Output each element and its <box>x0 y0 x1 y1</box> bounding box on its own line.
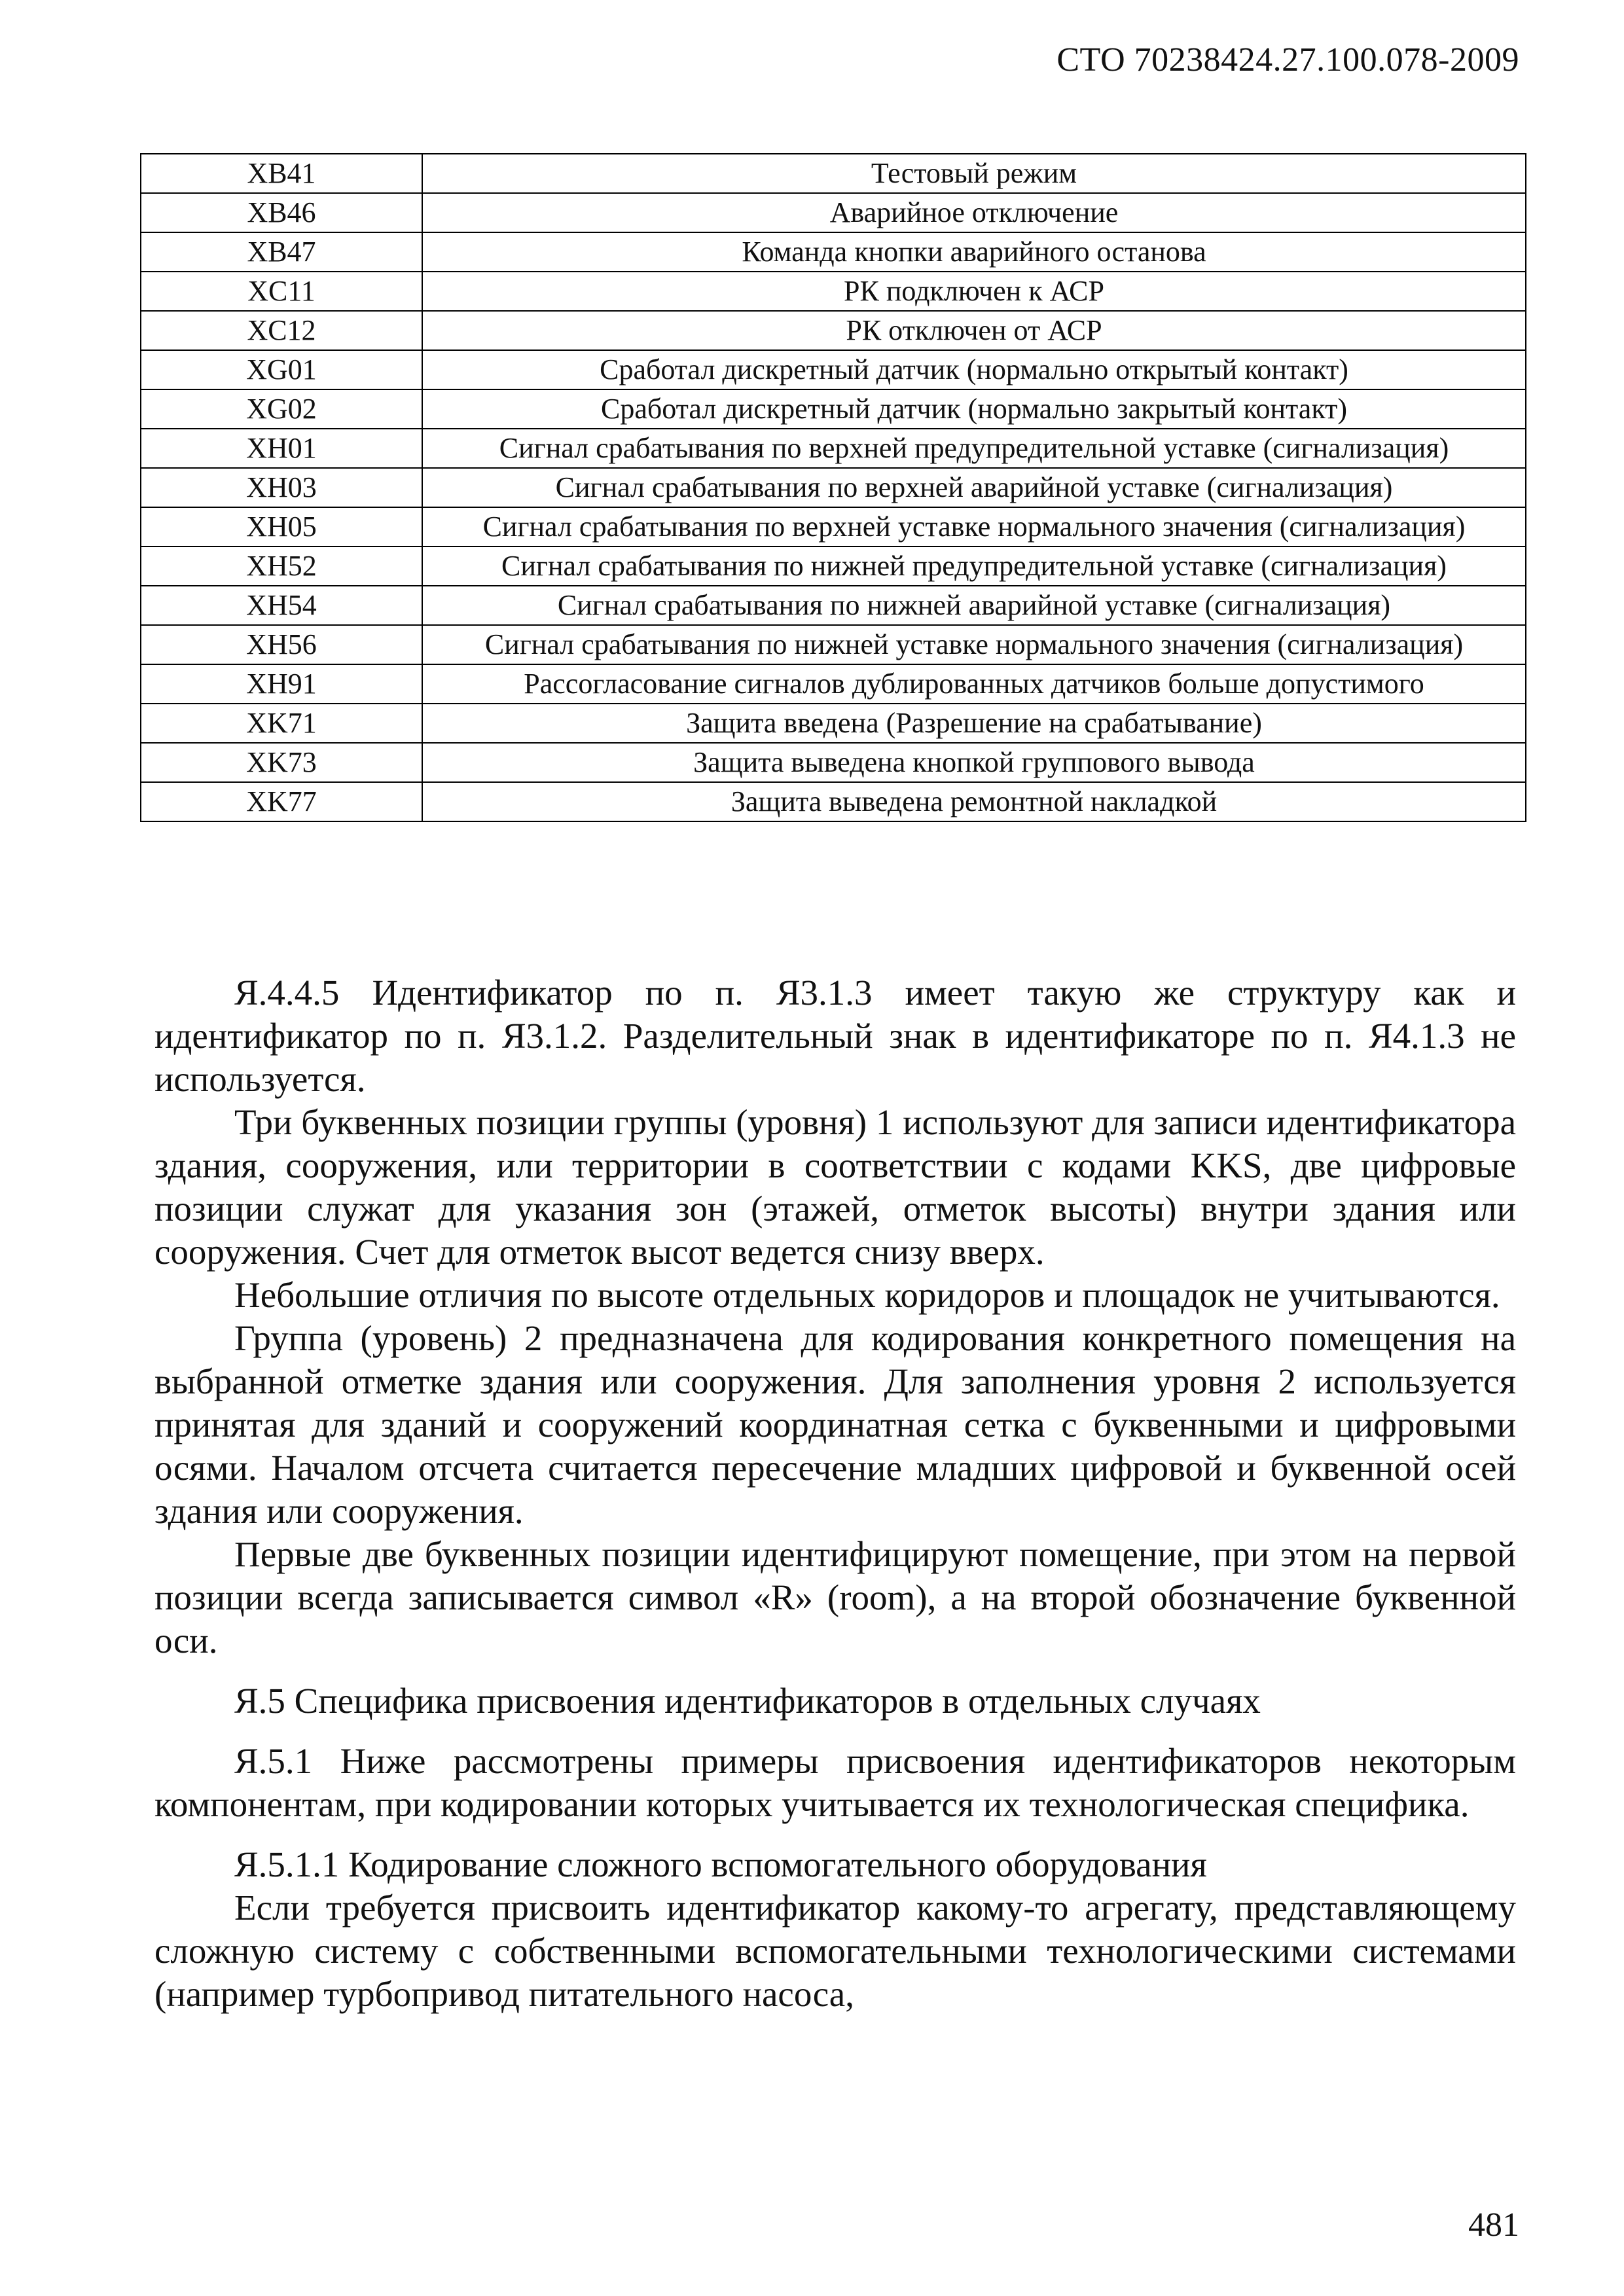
code-cell: XH56 <box>141 625 422 664</box>
code-cell: XG02 <box>141 389 422 429</box>
code-cell: XB46 <box>141 193 422 232</box>
description-cell: Аварийное отключение <box>422 193 1526 232</box>
code-cell: XH52 <box>141 547 422 586</box>
table-row <box>141 782 1526 821</box>
table-row <box>141 154 1526 193</box>
signal-code-table <box>140 153 1526 822</box>
table-row <box>141 586 1526 625</box>
description-cell: Защита выведена кнопкой группового вывода <box>422 743 1526 782</box>
table-row <box>141 389 1526 429</box>
description-cell: Защита выведена ремонтной накладкой <box>422 782 1526 821</box>
table-row <box>141 429 1526 468</box>
description-cell: РК отключен от АСР <box>422 311 1526 350</box>
paragraph-room-letter: Первые две буквенных позиции идентифицируют помещение, при этом на первой позиции всегда записывается символ «R» (room), а на второй обозначение буквенной оси. <box>154 1534 1516 1660</box>
table-row <box>141 350 1526 389</box>
code-cell: XH05 <box>141 507 422 547</box>
description-cell: Сигнал срабатывания по верхней аварийной уставке (сигнализация) <box>422 468 1526 507</box>
table-row <box>141 743 1526 782</box>
description-cell: Сигнал срабатывания по нижней аварийной уставке (сигнализация) <box>422 586 1526 625</box>
description-cell: Сигнал срабатывания по верхней предупредительной уставке (сигнализация) <box>422 429 1526 468</box>
table-row <box>141 507 1526 547</box>
paragraph-complex-equipment: Если требуется присвоить идентификатор какому-то агрегату, представляющему сложную систему с собственными вспомогательными технологическими системами (например турбопривод питательного насоса, <box>154 1888 1516 2014</box>
section-heading-ya5-1-1: Я.5.1.1 Кодирование сложного вспомогательного оборудования <box>234 1844 1207 1884</box>
page-number: 481 <box>1468 2206 1519 2244</box>
description-cell: Защита введена (Разрешение на срабатывание) <box>422 704 1526 743</box>
code-cell: XB47 <box>141 232 422 272</box>
description-cell: Рассогласование сигналов дублированных датчиков больше допустимого <box>422 664 1526 704</box>
code-cell: XK77 <box>141 782 422 821</box>
description-cell: Сработал дискретный датчик (нормально закрытый контакт) <box>422 389 1526 429</box>
code-cell: XB41 <box>141 154 422 193</box>
table-row <box>141 272 1526 311</box>
table-row <box>141 311 1526 350</box>
table-row <box>141 547 1526 586</box>
paragraph-height-differences: Небольшие отличия по высоте отдельных коридоров и площадок не учитываются. <box>234 1275 1500 1315</box>
table-row <box>141 704 1526 743</box>
description-cell: Команда кнопки аварийного останова <box>422 232 1526 272</box>
description-cell: Тестовый режим <box>422 154 1526 193</box>
document-code: СТО 70238424.27.100.078-2009 <box>1056 41 1519 79</box>
description-cell: РК подключен к АСР <box>422 272 1526 311</box>
section-heading-ya5: Я.5 Специфика присвоения идентификаторов в отдельных случаях <box>234 1681 1261 1721</box>
code-cell: XH54 <box>141 586 422 625</box>
table-row <box>141 664 1526 704</box>
body-text <box>154 971 1516 2016</box>
paragraph-level-2: Группа (уровень) 2 предназначена для кодирования конкретного помещения на выбранной отметке здания или сооружения. Для заполнения уровня 2 используется принятая для зданий и сооружений координатная сетка с буквенными и цифровыми осями. Началом отсчета считается пересечение младших цифровой и буквенной осей здания или сооружения. <box>154 1318 1516 1531</box>
code-cell: XK71 <box>141 704 422 743</box>
code-cell: XC12 <box>141 311 422 350</box>
description-cell: Сигнал срабатывания по верхней уставке нормального значения (сигнализация) <box>422 507 1526 547</box>
paragraph-level-1: Три буквенных позиции группы (уровня) 1 используют для записи идентификатора здания, сооружения, или территории в соответствии с кодами KKS, две цифровые позиции служат для указания зон (этажей, отметок высоты) внутри здания или сооружения. Счет для отметок высот ведется снизу вверх. <box>154 1102 1516 1272</box>
code-cell: XH01 <box>141 429 422 468</box>
code-cell: XK73 <box>141 743 422 782</box>
description-cell: Сигнал срабатывания по нижней предупредительной уставке (сигнализация) <box>422 547 1526 586</box>
table-row <box>141 232 1526 272</box>
description-cell: Сработал дискретный датчик (нормально открытый контакт) <box>422 350 1526 389</box>
paragraph-ya5-1: Я.5.1 Ниже рассмотрены примеры присвоения идентификаторов некоторым компонентам, при кодировании которых учитывается их технологическая специфика. <box>154 1741 1516 1824</box>
description-cell: Сигнал срабатывания по нижней уставке нормального значения (сигнализация) <box>422 625 1526 664</box>
paragraph-identifier-structure: Я.4.4.5 Идентификатор по п. Я3.1.3 имеет такую же структуру как и идентификатор по п. Я3.1.2. Разделительный знак в идентификаторе по п. Я4.1.3 не используется. <box>154 973 1516 1099</box>
table-row <box>141 193 1526 232</box>
code-cell: XH03 <box>141 468 422 507</box>
table-row <box>141 625 1526 664</box>
table-row <box>141 468 1526 507</box>
code-cell: XC11 <box>141 272 422 311</box>
code-cell: XH91 <box>141 664 422 704</box>
code-cell: XG01 <box>141 350 422 389</box>
